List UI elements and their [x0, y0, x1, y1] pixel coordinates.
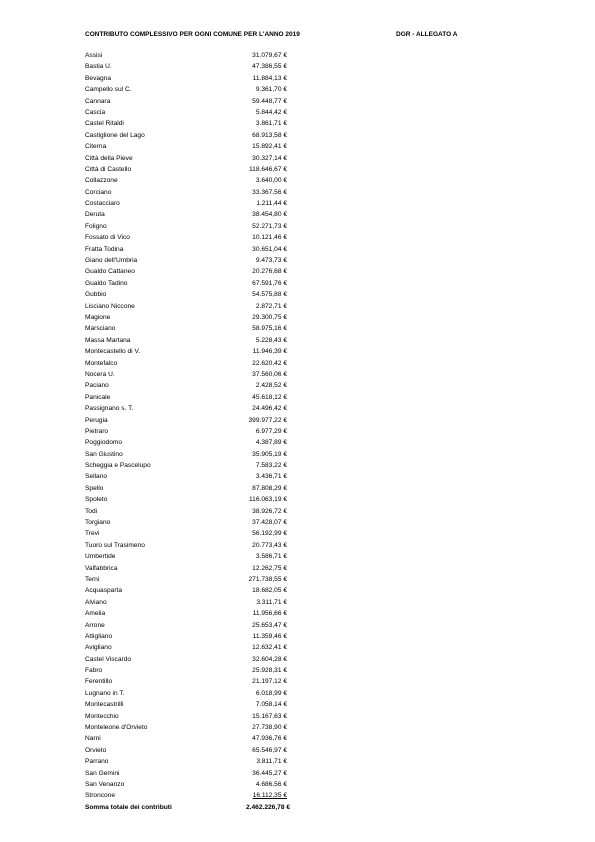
table-row	[85, 107, 315, 118]
table-row	[85, 175, 315, 186]
contribution-amount: 4.387,89 €	[255, 439, 287, 447]
contribution-amount: 3.640,00 €	[255, 177, 287, 185]
page-title: CONTRIBUTO COMPLESSIVO PER OGNI COMUNE PER L'ANNO 2019	[85, 31, 300, 38]
table-row	[85, 437, 315, 448]
municipality-name: Lisciano Niccone	[85, 302, 135, 310]
table-row	[85, 517, 315, 528]
contribution-amount: 59.448,77 €	[252, 97, 287, 105]
municipality-name: Spoleto	[85, 496, 108, 504]
municipality-name: Cannara	[85, 97, 111, 105]
municipality-name: Castel Ritaldi	[85, 120, 124, 128]
table-row	[85, 335, 315, 346]
municipality-name: Passignano s. T.	[85, 405, 134, 413]
table-row	[85, 164, 315, 175]
municipality-name: Città di Castello	[85, 165, 132, 173]
contribution-amount: 11.884,13 €	[252, 74, 287, 82]
municipality-name: Giano dell'Umbria	[85, 257, 138, 265]
contribution-amount: 15.892,41 €	[252, 143, 287, 151]
table-row	[85, 278, 315, 289]
municipality-name: Acquasparta	[85, 587, 123, 595]
table-row	[85, 460, 315, 471]
contribution-amount: 12.632,41 €	[252, 644, 287, 652]
table-row	[85, 415, 315, 426]
contribution-amount: 9.473,73 €	[255, 257, 287, 265]
municipality-name: Bastia U.	[85, 63, 112, 71]
municipality-name: Campello sul C.	[85, 86, 132, 94]
municipality-name: Poggiodomo	[85, 439, 123, 447]
municipality-name: Avigliano	[85, 644, 112, 652]
municipality-name: Narni	[85, 735, 101, 743]
municipality-name: Corciano	[85, 188, 112, 196]
table-row	[85, 255, 315, 266]
municipality-name: Fabro	[85, 667, 103, 675]
table-row	[85, 209, 315, 220]
table-row	[85, 733, 315, 744]
page-header	[85, 31, 505, 43]
municipality-name: Gubbio	[85, 291, 107, 299]
table-row	[85, 585, 315, 596]
contribution-amount: 45.618,12 €	[252, 393, 287, 401]
table-row	[85, 563, 315, 574]
table-row	[85, 244, 315, 255]
contribution-amount: 33.367,56 €	[252, 188, 287, 196]
table-row	[85, 403, 315, 414]
table-row	[85, 471, 315, 482]
table-row	[85, 187, 315, 198]
contribution-amount: 25.653,47 €	[252, 621, 287, 629]
table-row	[85, 96, 315, 107]
municipality-name: Marsciano	[85, 325, 116, 333]
municipality-name: Lugnano in T.	[85, 689, 125, 697]
table-row	[85, 779, 315, 790]
contribution-amount: 2.428,52 €	[255, 382, 287, 390]
contribution-amount: 65.546,97 €	[252, 746, 287, 754]
contribution-amount: 7.583,22 €	[255, 462, 287, 470]
municipality-name: Massa Martana	[85, 336, 131, 344]
municipality-name: Castiglione del Lago	[85, 131, 145, 139]
table-row	[85, 494, 315, 505]
municipality-name: Deruta	[85, 211, 105, 219]
contribution-amount: 36.445,27 €	[252, 769, 287, 777]
total-amount: 2.462.226,78 €	[246, 803, 290, 811]
contribution-amount: 87.808,29 €	[252, 484, 287, 492]
contribution-amount: 56.192,99 €	[252, 530, 287, 538]
contribution-amount: 3.811,71 €	[256, 758, 287, 766]
contribution-amount: 31.079,67 €	[252, 52, 287, 59]
municipality-name: Scheggia e Pascelupo	[85, 462, 151, 470]
municipality-name: Amelia	[85, 610, 106, 618]
contribution-amount: 11.956,66 €	[252, 610, 287, 618]
municipality-name: Torgiano	[85, 519, 111, 527]
contribution-amount: 5.228,43 €	[255, 336, 287, 344]
table-row	[85, 665, 315, 676]
municipality-name: Orvieto	[85, 746, 107, 754]
municipality-name: Montecchio	[85, 712, 119, 720]
municipality-name: Montefalco	[85, 359, 118, 367]
contribution-amount: 12.262,75 €	[252, 564, 287, 572]
attachment-label: DGR - ALLEGATO A	[396, 31, 458, 38]
table-row	[85, 346, 315, 357]
table-row	[85, 141, 315, 152]
table-row	[85, 506, 315, 517]
contribution-amount: 18.682,05 €	[252, 587, 287, 595]
contribution-amount: 5.844,42 €	[255, 108, 287, 116]
municipality-name: Spello	[85, 484, 104, 492]
table-row	[85, 745, 315, 756]
municipality-name: Costacciaro	[85, 200, 120, 208]
contribution-amount: 47.386,55 €	[252, 63, 287, 71]
municipality-name: Terni	[85, 575, 100, 583]
municipality-name: Cascia	[85, 108, 106, 116]
contribution-amount: 20.773,43 €	[252, 541, 287, 549]
municipality-name: Fratta Todina	[85, 245, 124, 253]
municipality-name: Pietraro	[85, 427, 109, 435]
contribution-amount: 32.604,28 €	[252, 655, 287, 663]
municipality-name: Attigliano	[85, 632, 113, 640]
contribution-amount: 11.359,46 €	[252, 632, 287, 640]
table-row	[85, 312, 315, 323]
contribution-amount: 11.946,39 €	[252, 348, 287, 356]
municipality-name: Nocera U.	[85, 370, 115, 378]
table-row	[85, 608, 315, 619]
contribution-amount: 20.276,68 €	[252, 268, 287, 276]
table-row	[85, 756, 315, 767]
municipality-name: Magione	[85, 313, 111, 321]
table-row	[85, 198, 315, 209]
table-row	[85, 654, 315, 665]
municipality-name: San Venanzo	[85, 781, 125, 788]
contribution-amount: 29.300,75 €	[252, 313, 287, 321]
municipality-name: Montecastello di V.	[85, 348, 141, 356]
contribution-amount: 25.928,31 €	[252, 667, 287, 675]
contribution-amount: 22.620,42 €	[252, 359, 287, 367]
table-row	[85, 790, 315, 801]
municipality-name: Gualdo Cattaneo	[85, 268, 135, 276]
contributions-table	[85, 50, 315, 813]
table-row	[85, 699, 315, 710]
table-row	[85, 551, 315, 562]
municipality-name: Citerna	[85, 143, 107, 151]
municipality-name: Valfabbrica	[85, 564, 118, 572]
municipality-name: Gualdo Tadino	[85, 279, 128, 287]
contribution-amount: 37.428,07 €	[252, 519, 287, 527]
municipality-name: Sellano	[85, 473, 107, 481]
municipality-name: Montecastrilli	[85, 701, 124, 709]
table-row	[85, 130, 315, 141]
municipality-name: Umbertide	[85, 553, 116, 561]
municipality-name: Bevagna	[85, 74, 112, 82]
table-row	[85, 711, 315, 722]
table-row	[85, 380, 315, 391]
municipality-name: Castel Viscardo	[85, 655, 132, 663]
contribution-amount: 15.167,63 €	[252, 712, 287, 720]
contribution-amount: 52.271,73 €	[252, 222, 287, 230]
contribution-amount: 9.361,70 €	[255, 86, 287, 94]
table-row	[85, 221, 315, 232]
table-row	[85, 369, 315, 380]
contribution-amount: 3.586,71 €	[255, 553, 287, 561]
table-row	[85, 392, 315, 403]
contribution-amount: 30.651,04 €	[252, 245, 287, 253]
table-row	[85, 358, 315, 369]
table-row	[85, 449, 315, 460]
table-row	[85, 73, 315, 84]
contribution-amount: 27.738,90 €	[252, 724, 287, 732]
contribution-amount: 7.058,14 €	[255, 701, 287, 709]
municipality-name: Perugia	[85, 416, 108, 424]
contribution-amount: 67.591,76 €	[252, 279, 287, 287]
table-row	[85, 540, 315, 551]
contribution-amount: 3.436,71 €	[255, 473, 287, 481]
municipality-name: Monteleone d'Orvieto	[85, 724, 148, 732]
table-row	[85, 426, 315, 437]
table-row	[85, 483, 315, 494]
contribution-amount: 116.063,19 €	[248, 496, 287, 504]
table-row	[85, 688, 315, 699]
contribution-amount: 38.926,72 €	[252, 507, 287, 515]
municipality-name: Assisi	[85, 52, 103, 59]
table-row	[85, 323, 315, 334]
contribution-amount: 30.327,14 €	[252, 154, 287, 162]
contribution-amount: 3.311,71 €	[256, 598, 287, 606]
contribution-amount: 58.975,16 €	[252, 325, 287, 333]
contribution-amount: 399.977,22 €	[248, 416, 287, 424]
table-row	[85, 118, 315, 129]
table-row	[85, 574, 315, 585]
table-row	[85, 50, 315, 61]
contribution-amount: 16.112,35 €	[252, 792, 287, 800]
table-row	[85, 301, 315, 312]
table-row	[85, 597, 315, 608]
municipality-name: Ferentillo	[85, 678, 113, 686]
contribution-amount: 68.913,58 €	[252, 131, 287, 139]
municipality-name: Alviano	[85, 598, 107, 606]
contribution-amount: 24.496,42 €	[252, 405, 287, 413]
table-row	[85, 642, 315, 653]
total-label: Somma totale dei contributi	[85, 803, 172, 811]
municipality-name: Stroncone	[85, 792, 116, 800]
contribution-amount: 1.211,44 €	[256, 200, 287, 208]
table-row	[85, 528, 315, 539]
contribution-amount: 118.646,67 €	[248, 165, 287, 173]
table-row	[85, 620, 315, 631]
contribution-amount: 6.977,29 €	[255, 427, 287, 435]
contribution-amount: 35.905,19 €	[252, 450, 287, 458]
contribution-amount: 6.018,99 €	[255, 689, 287, 697]
municipality-name: Parrano	[85, 758, 109, 766]
contribution-amount: 4.686,56 €	[255, 781, 287, 788]
municipality-name: Paciano	[85, 382, 109, 390]
table-row	[85, 84, 315, 95]
contribution-amount: 271.738,55 €	[248, 575, 287, 583]
table-row	[85, 289, 315, 300]
table-row	[85, 631, 315, 642]
table-row	[85, 61, 315, 72]
contribution-amount: 2.872,71 €	[255, 302, 287, 310]
contribution-amount: 3.861,71 €	[255, 120, 287, 128]
table-row	[85, 768, 315, 779]
table-row	[85, 153, 315, 164]
municipality-name: Arrone	[85, 621, 105, 629]
municipality-name: Panicale	[85, 393, 111, 401]
contribution-amount: 10.121,46 €	[252, 234, 287, 242]
municipality-name: Fossato di Vico	[85, 234, 130, 242]
total-row	[85, 802, 315, 813]
table-row	[85, 676, 315, 687]
municipality-name: Tuoro sul Trasimeno	[85, 541, 145, 549]
contribution-amount: 47.936,76 €	[252, 735, 287, 743]
table-row	[85, 266, 315, 277]
contribution-amount: 54.575,88 €	[252, 291, 287, 299]
municipality-name: Foligno	[85, 222, 107, 230]
municipality-name: San Giustino	[85, 450, 123, 458]
table-row	[85, 232, 315, 243]
contribution-amount: 37.560,06 €	[252, 370, 287, 378]
municipality-name: Trevi	[85, 530, 100, 538]
municipality-name: Città della Pieve	[85, 154, 133, 162]
contribution-amount: 38.454,80 €	[252, 211, 287, 219]
contribution-amount: 21.197,12 €	[252, 678, 287, 686]
municipality-name: Collazzone	[85, 177, 118, 185]
municipality-name: Todi	[85, 507, 98, 515]
table-row	[85, 722, 315, 733]
municipality-name: San Gemini	[85, 769, 120, 777]
